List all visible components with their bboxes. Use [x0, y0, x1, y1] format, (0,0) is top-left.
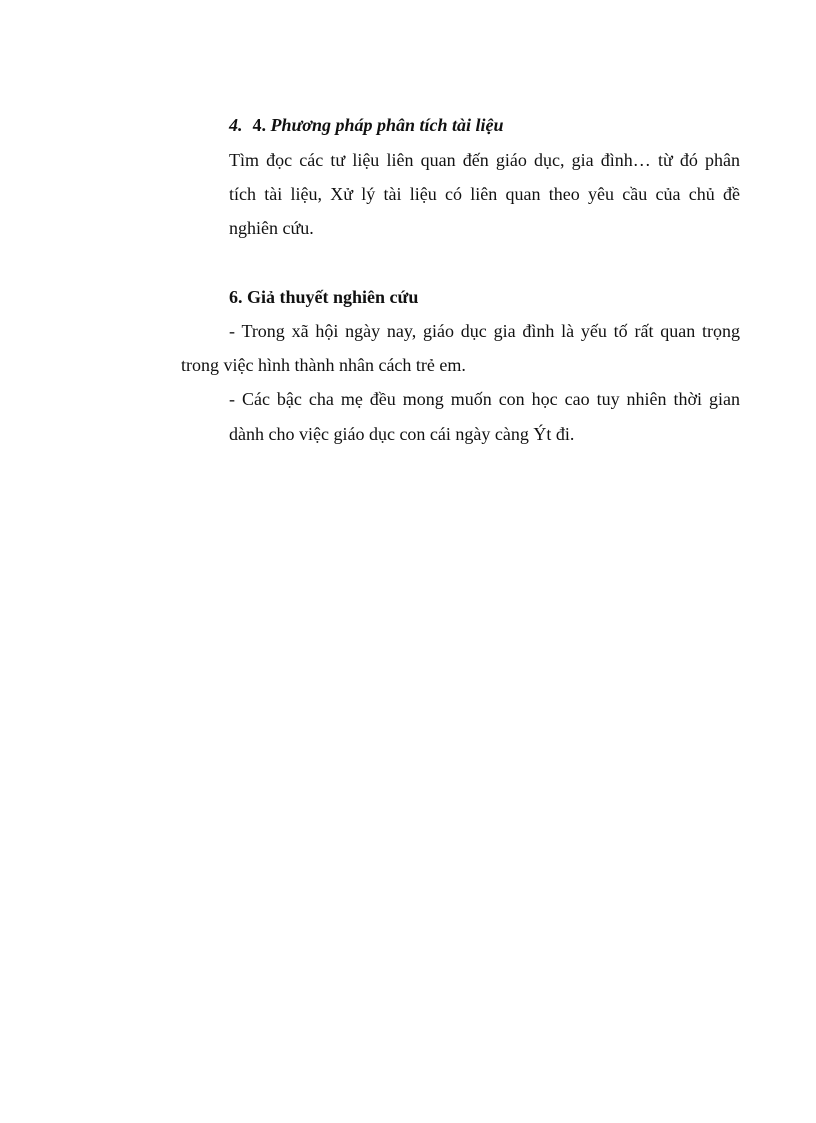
section-4-paragraph-line-3: nghiên cứu. — [229, 218, 314, 238]
section-6-bullet-1-line-2: trong việc hình thành nhân cách trẻ em. — [181, 355, 466, 375]
section-6-bullet-2-line-2: dành cho việc giáo dục con cái ngày càng Ýt đi. — [229, 424, 575, 444]
section-6-bullet-2-line-1: - Các bậc cha mẹ đều mong muốn con học cao tuy nhiên thời gian — [229, 389, 740, 409]
section-4-title: Phương pháp phân tích tài liệu — [270, 115, 504, 135]
section-4-paragraph-line-2: tích tài liệu, Xử lý tài liệu có liên quan theo yêu cầu của chủ đề — [229, 184, 740, 204]
section-6-bullet-1-line-1: - Trong xã hội ngày nay, giáo dục gia đình là yếu tố rất quan trọng — [229, 321, 740, 341]
section-4-heading — [229, 114, 504, 136]
section-4-number-b: 4. — [252, 115, 266, 135]
section-4-paragraph-line-1: Tìm đọc các tư liệu liên quan đến giáo dục, gia đình… từ đó phân — [229, 150, 740, 170]
section-6-heading: 6. Giả thuyết nghiên cứu — [229, 287, 419, 307]
section-4-number-a: 4. — [229, 115, 243, 135]
